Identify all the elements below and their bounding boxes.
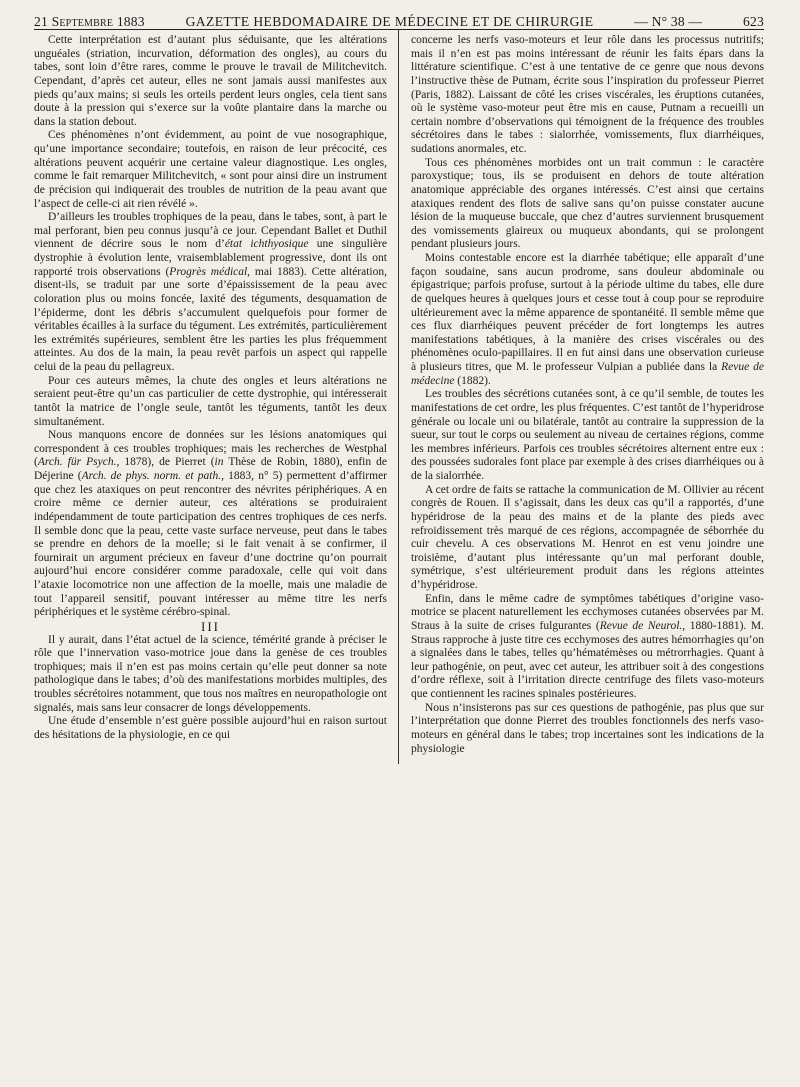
paragraph: Enfin, dans le même cadre de symptômes tabétiques d’origine vaso-motrice se placent naturellement les ecchymoses cutanées observées par M. Straus à la suite de crises fulgurantes (Revue de Neurol., 1880-1881). M. Straus rapproche à juste titre ces ecchymoses des autres hémorrhagies qu’on a signalées dans le tabes, telles qu’hématémèses ou métrorrhagies. Quant à leur pathogénie, on peut, avec cet auteur, les attribuer soit à des congestions d’ordre réflexe, soit à l’irritation directe centrifuge des filets vaso-moteurs que contiennent les racines spinales postérieures. — [411, 592, 764, 700]
journal-title: GAZETTE HEBDOMADAIRE DE MÉDECINE ET DE CHIRURGIE — [185, 14, 594, 29]
paragraph: concerne les nerfs vaso-moteurs et leur rôle dans les processus nutritifs; mais il n’en est pas moins intéressant de réunir les faits épars dans la littérature scientifique. C’est à une tentative de ce genre que nous devons l’instructive thèse de Putnam, écrite sous l’inspiration du professeur Pierret (Paris, 1882). Laissant de côté les crises viscérales, les éruptions cutanées, où le système vaso-moteur peut être mis en cause, Putnam a recueilli un certain nombre d’observations qui témoignent de la fréquence des troubles sécrétoires dans le tabes : sialorrhée, vomissements, flux diarrhéiques, sudations anormales, etc. — [411, 34, 764, 155]
article-body — [34, 30, 764, 756]
paragraph: Les troubles des sécrétions cutanées sont, à ce qu’il semble, de toutes les manifestations de cet ordre, les plus fréquentes. C’est tantôt de l’hyperidrose générale ou locale uni ou bilatérale, tantôt au contraire la suppression de la sueur, sur tout le corps ou seulement au niveau de certaines régions, comme les membres inférieurs. Parfois ces troubles sécrétoires alternent entre eux : des poussées sudorales font place par exemple à des crises diarrhéiques ou à de la sialorrhée. — [411, 388, 764, 482]
right-column — [411, 34, 764, 756]
column-divider — [398, 30, 399, 764]
issue-number: — N° 38 — — [634, 14, 703, 29]
paragraph: Moins contestable encore est la diarrhée tabétique; elle apparaît d’une façon soudaine, sans aucun prodrome, sans douleur abdominale ou épigastrique; parfois profuse, surtout à la période ultime du tabes, elle dure de quelques heures à quelques jours et cesse tout à coup pour se reproduire ultérieurement avec la même apparence de spontanéité. Il semble même que ces flux diarrhéiques peuvent précéder de fort longtemps les autres manifestations tabétiques, à la manière des crises viscérales ou des phénomènes oculo-papillaires. Il en fut ainsi dans une observation curieuse à plusieurs titres, que M. le professeur Vulpian a publiée dans la Revue de médecine (1882). — [411, 252, 764, 387]
page-header — [34, 0, 764, 29]
left-column — [34, 34, 387, 756]
paragraph: Nous manquons encore de données sur les lésions anatomiques qui correspondent à ces troubles trophiques; mais les recherches de Westphal (Arch. für Psych., 1878), de Pierret (in Thèse de Robin, 1880), enfin de Déjerine (Arch. de phys. norm. et path., 1883, n° 5) permettent d’affirmer que chez les ataxiques on peut rencontrer des névrites périphériques. A en croire même ce dernier auteur, ces altérations se produiraient indépendamment de toute participation des centres trophiques de ces nerfs. Il semble donc que la peau, cette vaste surface nerveuse, peut dans le tabes se prendre en dehors de la moelle; si le fait venait à se confirmer, il fournirait un argument précieux en faveur d’une doctrine qu’on pourrait aujourd’hui encore considérer comme paradoxale, celle qui voit dans l’ataxie locomotrice non une affection de la moelle, mais une maladie de tout l’appareil sensitif, pouvant intéresser au même titre les nerfs périphériques et le système cérébro-spinal. — [34, 429, 388, 619]
paragraph: Tous ces phénomènes morbides ont un trait commun : le caractère paroxystique; tous, ils se produisent en dehors de toute altération anatomique appréciable des organes intéressés. C’est ainsi que certains ataxiques rendent des flots de salive sans qu’on puisse constater aucune lésion de la muqueuse buccale, que chez d’autres surviennent brusquement des vomissements glaireux ou muqueux abondants, qui se prolongent pendant plusieurs jours. — [411, 156, 764, 251]
page-number: 623 — [742, 14, 764, 29]
paragraph: Nous n’insisterons pas sur ces questions de pathogénie, pas plus que sur l’interprétation que donne Pierret des troubles fonctionnels des nerfs vaso-moteurs en général dans le tabes; trop incertaines sont les indications de la physiologie — [411, 701, 764, 755]
issue-date: 21 Septembre 1883 — [34, 14, 145, 29]
paragraph: Il y aurait, dans l’état actuel de la science, témérité grande à préciser le rôle que l’innervation vaso-motrice joue dans la genèse de ces troubles trophiques; mais il n’en est pas moins certain qu’elle peut donner sa note pathologique dans le tabes; d’où des manifestations morbides multiples, des troubles sécrétoires notamment, que tous nos maîtres en neuropathologie ont signalés, mais sans leur consacrer de longs développements. — [34, 633, 387, 714]
paragraph: Ces phénomènes n’ont évidemment, au point de vue nosographique, qu’une importance secondaire; toutefois, en raison de leur précocité, ces altérations peuvent acquérir une certaine valeur diagnostique. Les ongles, comme le fait remarquer Militchevitch, « sont pour ainsi dire un instrument de précision qui indiquerait des troubles de nutrition de la peau avant que l’aspect de celle-ci ait rien révélé ». — [34, 129, 387, 210]
paragraph: A cet ordre de faits se rattache la communication de M. Ollivier au récent congrès de Rouen. Il s’agissait, dans les deux cas qu’il a rapportés, d’une hypéridrose de la peau des mains et de la plante des pieds avec refroidissement très marqué de ces régions, accompagnée de séborrhée du cuir chevelu. A ces observations M. Henrot en est venu joindre une troisième, d’autant plus intéressante qu’un mal perforant double, symétrique, s’est ultérieurement produit dans les régions atteintes d’hypéridrose. — [411, 483, 764, 591]
paragraph: Pour ces auteurs mêmes, la chute des ongles et leurs altérations ne seraient peut-être qu’un cas particulier de cette dystrophie, qui intéresserait tantôt la matrice de l’ongle seule, tantôt les téguments, tantôt les deux simultanément. — [34, 374, 387, 428]
paragraph: D’ailleurs les troubles trophiques de la peau, dans le tabes, sont, à part le mal perforant, bien peu connus jusqu’à ce jour. Cependant Ballet et Duthil viennent de décrire sous le nom d’état ichthyosique une singulière dystrophie à évolution lente, vraisemblablement progressive, dont ils ont rapporté trois observations (Progrès médical, mai 1883). Cette altération, disent-ils, se traduit par une sorte d’épaississement de la peau avec coloration plus ou moins foncée, laxité des téguments, desquamation de l’épiderme, dont les débris s’accumulent quelquefois pour former de véritables écailles à la surface du tégument. Les extrémités, particulièrement les extrémités supérieures, semblent être les parties les plus fréquemment atteintes. Au dos de la main, la peau revêt parfois un aspect qui rappelle celui de la peau du pellagreux. — [34, 211, 387, 373]
paragraph: Cette interprétation est d’autant plus séduisante, que les altérations unguéales (striation, incurvation, déformation des ongles), au cours du tabes, sont loin d’être rares, comme le prouve le travail de Militchevitch. Cependant, d’après cet auteur, elles ne sont jamais aussi manifestes aux pieds qu’aux mains; si seuls les orteils perdent leurs ongles, cela tient sans doute à la pression qui s’exerce sur la voûte plantaire dans la marche ou dans la station debout. — [34, 34, 387, 128]
section-heading: III — [201, 618, 220, 634]
paragraph: Une étude d’ensemble n’est guère possible aujourd’hui en raison surtout des hésitations de la physiologie, en ce qui — [34, 715, 387, 741]
